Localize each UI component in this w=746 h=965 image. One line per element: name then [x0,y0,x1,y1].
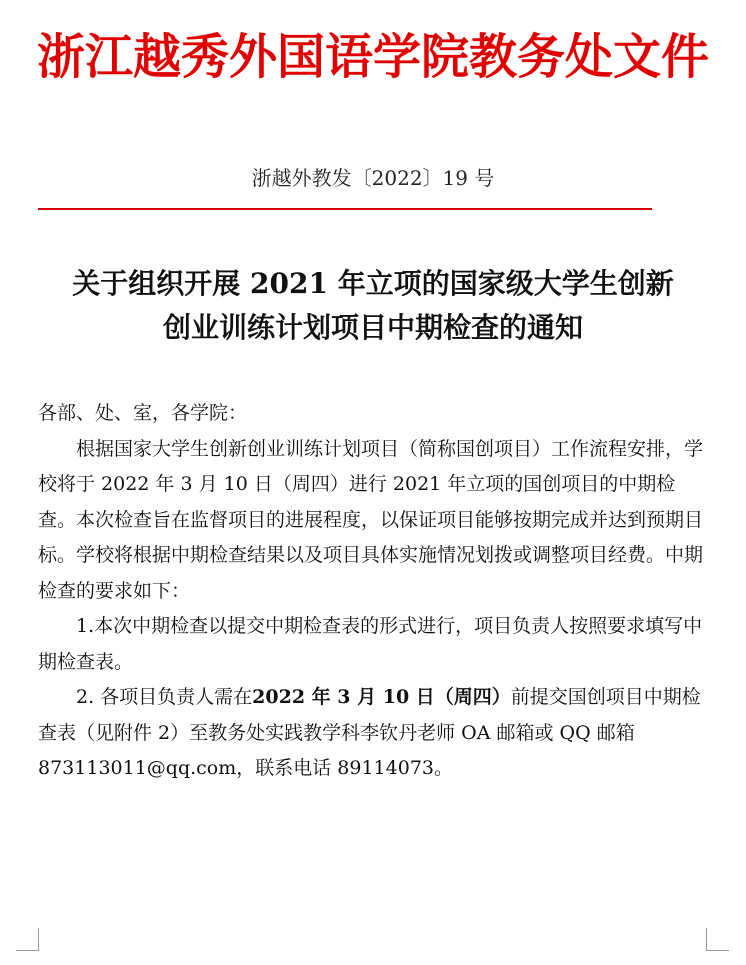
notice-title-line-1: 关于组织开展 2021 年立项的国家级大学生创新 [72,267,674,300]
item-2-suffix: 前提交国创项目中期检查表（见附件 2）至教务处实践教学科李钦丹老师 OA 邮箱或 QQ 邮箱 873113011@qq.com，联系电话 89114073。 [38,686,701,779]
paragraph-intro: 根据国家大学生创新创业训练计划项目（简称国创项目）工作流程安排，学校将于 2022 年 3 月 10 日（周四）进行 2021 年立项的国创项目的中期检查。本次检查旨在监督项目的进展程度，以保证项目能够按期完成并达到预期目标。学校将根据中期检查结果以及项目具体实施情况划拨或调整项目经费。中期检查的要求如下： [38,437,704,602]
document-number: 浙越外教发〔2022〕19 号 [251,166,495,190]
notice-title-line-2: 创业训练计划项目中期检查的通知 [162,311,583,344]
page-corner-mark-left [16,928,39,951]
notice-body [38,396,708,787]
requirement-item-1: 1.本次中期检查以提交中期检查表的形式进行，项目负责人按照要求填写中期检查表。 [38,615,703,673]
document-header-title: 浙江越秀外国语学院教务处文件 [36,29,709,85]
page-corner-mark-right [706,928,729,951]
item-2-prefix: 2. 各项目负责人需在 [76,686,253,708]
salutation: 各部、处、室，各学院： [38,402,248,424]
item-2-deadline: 2022 年 3 月 10 日（周四） [252,686,511,708]
notice-title [30,262,716,350]
requirement-item-2 [38,680,708,787]
red-divider-rule [38,208,652,210]
